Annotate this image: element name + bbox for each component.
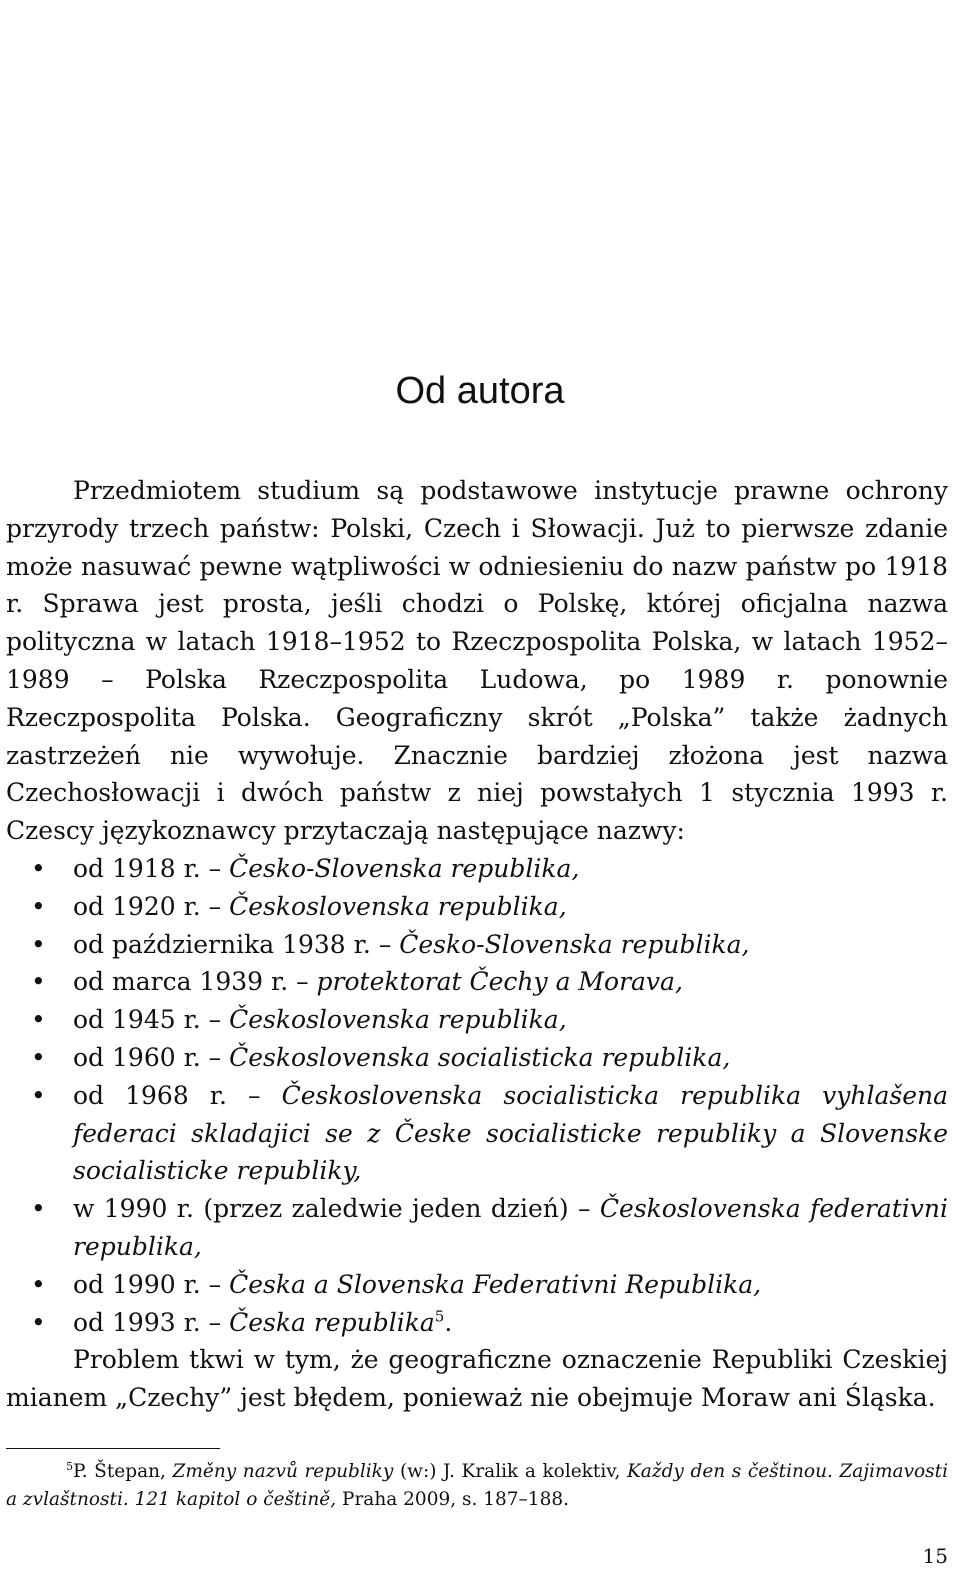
- footnote-reference: 5: [434, 1307, 445, 1326]
- list-item-name: Československa socialisticka republika,: [229, 1042, 731, 1072]
- list-item-prefix: od 1990 r. –: [73, 1269, 230, 1299]
- footnote-divider: [6, 1448, 220, 1449]
- list-item-prefix: od marca 1939 r. –: [73, 967, 317, 997]
- list-item: [31, 888, 948, 926]
- list-item: [31, 926, 948, 964]
- footnote-title: Změny nazvů republiky: [172, 1461, 394, 1482]
- footnote: [6, 1458, 948, 1514]
- intro-paragraph: Przedmiotem studium są podstawowe instytucje prawne ochrony przyrody trzech państw: Polski, Czech i Słowacji. Już to pierwsze zdanie może nasuwać pewne wątpliwości w odniesieniu do nazw państw po 1918 r. Sprawa jest prosta, jeśli chodzi o Polskę, której oficjalna nazwa polityczna w latach 1918–1952 to Rzeczpospolita Polska, w latach 1952–1989 – Polska Rzeczpospolita Ludowa, po 1989 r. ponownie Rzeczpospolita Polska. Geograficzny skrót „Polska” także żadnych zastrzeżeń nie wywołuje. Znacznie bardziej złożona jest nazwa Czechosłowacji i dwóch państw z niej powstałych 1 stycznia 1993 r. Czescy językoznawcy przytaczają następujące nazwy:: [6, 476, 948, 846]
- bullet-icon: •: [31, 891, 46, 921]
- bullet-icon: •: [31, 1269, 46, 1299]
- list-item-name: Česko-Slovenska republika,: [399, 929, 750, 959]
- footnote-source: (w:) J. Kralik a kolektiv,: [393, 1461, 627, 1482]
- list-item: [31, 1266, 948, 1304]
- list-item-name: Česka a Slovenska Federativni Republika,: [229, 1269, 762, 1299]
- bullet-icon: •: [31, 1307, 46, 1337]
- bullet-icon: •: [31, 853, 46, 883]
- list-item: [31, 1039, 948, 1077]
- list-item: [31, 1304, 948, 1342]
- list-item: [31, 1190, 948, 1266]
- list-item: [31, 963, 948, 1001]
- footnote-publication: Praha 2009, s. 187–188.: [336, 1489, 570, 1510]
- main-text: [6, 472, 948, 1417]
- list-item-prefix: od 1918 r. –: [73, 853, 230, 883]
- bullet-icon: •: [31, 1080, 46, 1110]
- list-item-prefix: w 1990 r. (przez zaledwie jeden dzień) –: [73, 1194, 600, 1224]
- list-item: [31, 1077, 948, 1190]
- page-title: Od autora: [395, 370, 565, 413]
- footnote-book-title: Každy den s češtinou. Zajimavosti a zvlaštnosti. 121 kapitol o češtině,: [6, 1461, 949, 1510]
- list-item: [31, 850, 948, 888]
- closing-paragraph: Problem tkwi w tym, że geograficzne oznaczenie Republiki Czeskiej mianem „Czechy” jest błędem, ponieważ nie obejmuje Moraw ani Śląska.: [6, 1345, 948, 1413]
- footnote-author: P. Štepan,: [73, 1461, 173, 1482]
- list-item-name: Česka republika: [229, 1307, 435, 1337]
- country-names-list: [6, 850, 948, 1341]
- bullet-icon: •: [31, 1042, 46, 1072]
- bullet-icon: •: [31, 1194, 46, 1224]
- list-item-name: Československa federativni republika,: [73, 1194, 948, 1261]
- list-item-name: Česko-Slovenska republika,: [229, 853, 580, 883]
- list-item-suffix: .: [444, 1307, 453, 1337]
- list-item-prefix: od 1920 r. –: [73, 891, 230, 921]
- list-item-prefix: od 1960 r. –: [73, 1042, 230, 1072]
- list-item-prefix: od października 1938 r. –: [73, 929, 400, 959]
- page-number: 15: [922, 1544, 948, 1568]
- list-item: [31, 1001, 948, 1039]
- list-item-prefix: od 1945 r. –: [73, 1005, 230, 1035]
- bullet-icon: •: [31, 929, 46, 959]
- list-item-name: Československa socialisticka republika vyhlašena federaci skladajici se z Česke socialisticke republiky a Slovenske socialisticke republiky,: [73, 1080, 948, 1186]
- list-item-name: Československa republika,: [229, 1005, 567, 1035]
- bullet-icon: •: [31, 967, 46, 997]
- list-item-name: protektorat Čechy a Morava,: [316, 967, 683, 997]
- list-item-name: Československa republika,: [229, 891, 567, 921]
- footnote-number: 5: [65, 1459, 73, 1473]
- list-item-prefix: od 1968 r. –: [73, 1080, 282, 1110]
- bullet-icon: •: [31, 1005, 46, 1035]
- list-item-prefix: od 1993 r. –: [73, 1307, 230, 1337]
